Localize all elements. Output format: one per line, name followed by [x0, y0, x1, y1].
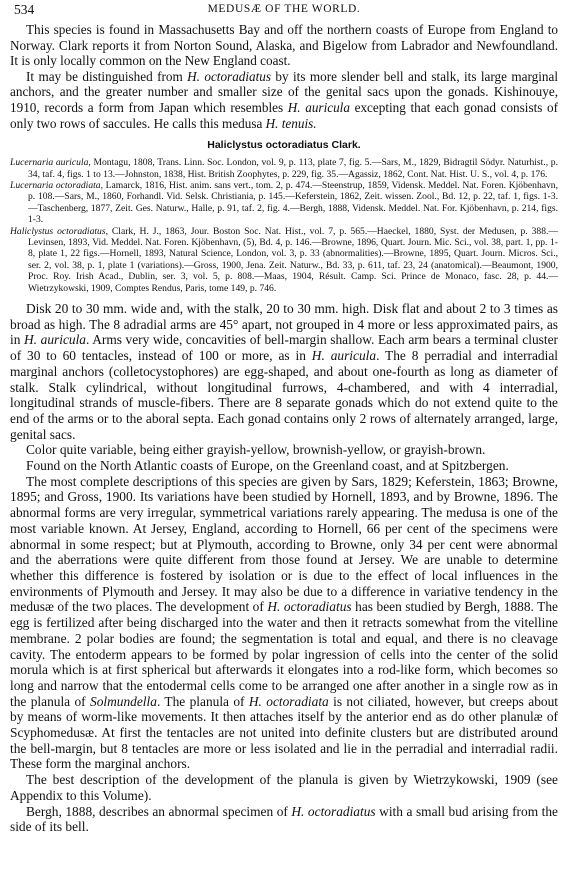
intro-text	[10, 22, 558, 131]
species-heading: Haliclystus octoradiatus Clark.	[207, 139, 361, 152]
italic-text-run: H. octoradiatus	[267, 599, 352, 615]
text-run: by its more slender bell and stalk, its large marginal anchors, and the greater number and smaller size of the genital sacs upon the gonads. Kishinouye, 1910, records a form from Japan which resembles	[10, 68, 558, 115]
text-run: This species is found in Massachusetts Bay and off the northern coasts of Europe from England to Norway. Clark reports it from Norton Sound, Alaska, and Bigelow from Labrador and Newfoundland. It is only locally common on the New England coast.	[10, 22, 558, 69]
text-run: Found on the North Atlantic coasts of Europe, on the Greenland coast, and at Spitzbergen.	[26, 458, 509, 474]
italic-text-run: Lucernaria octoradiata	[10, 179, 101, 191]
text-run: excepting that each gonad consists of only two rows of saccules. He calls this medusa	[10, 99, 559, 131]
text-run: is not ciliated, however, but creeps about by means of worm-like movements. It then attaches itself by the anterior end as do other planulæ of Scyphomedusæ. At first the tentacles are not united into definite clusters but are distributed around the bell-margin, but 8 tentacles are more or less isolated and lie in the perradial and interradial radii. These form the marginal anchors.	[10, 693, 559, 772]
text-run: has been studied by Bergh, 1888. The egg is fertilized after being discharged into the water and then it retracts somewhat from the vitelline membrane. 2 polar bodies are found; the segmentation is total and equal, and there is no cleavage cavity. The entoderm appears to be formed by polar ingression of cells into the center of the solid morula which is at first spherical but afterwards it elongates into a rod-like form, which becomes so long and narrow that the entodermal cells come to be arranged one after another in a single row as in the planula of	[10, 599, 558, 709]
page-header	[10, 0, 558, 22]
italic-text-run: H. octoradiatus	[187, 68, 272, 84]
page-number: 534	[14, 2, 35, 17]
body-paragraphs-paragraph	[10, 804, 558, 835]
text-run: , Montagu, 1808, Trans. Linn. Soc. London, vol. 9, p. 113, plate 7, fig. 5.—Sars, M., 1829, Bidragtil Södyr. Naturhist., p. 34, taf. 4, figs. 1 to 13.—Johnston, 1838, Hist. British Zoophytes, p. 229, fig. 35.—Agassiz, 1862, Cont. Nat. Hist. U. S., vol. 4, p. 176.	[28, 157, 558, 180]
body-paragraphs-paragraph	[10, 772, 558, 803]
italic-text-run: Haliclystus octoradiatus	[10, 225, 106, 237]
body-paragraphs-paragraph	[10, 442, 558, 458]
text-run: Bergh, 1888, describes an abnormal specimen of	[26, 803, 292, 819]
text-run: Disk 20 to 30 mm. wide and, with the stalk, 20 to 30 mm. high. Disk flat and about 2 to 3 times as broad as high. The 8 adradial arms are 45° apart, not grouped in 4 more or less approximated pairs, as in	[10, 301, 558, 348]
italic-text-run: H. octoradiata	[248, 693, 329, 709]
intro-paragraphs-paragraph	[10, 22, 558, 69]
synonymy-paragraph	[10, 180, 558, 226]
text-run: . The 8 perradial and interradial marginal anchors (colletocystophores) are egg-shaped, and about one-fourth as long as diameter of stalk. Stalk cylindrical, without longitudinal furrows, 4-chambered, and with 4 interradial, longitudinal strands of muscle-fibers. There are 8 separate gonads which do not extend quite to the end of the arms or to the aboral septa. Each gonad contains only 2 rows of alternately arranged, large, genital sacs.	[10, 348, 559, 442]
running-title: MEDUSÆ OF THE WORLD.	[207, 3, 361, 15]
intro-paragraphs-paragraph	[10, 69, 558, 131]
italic-text-run: H. octoradiatus	[291, 803, 376, 819]
text-run: . Arms very wide, concavities of bell-margin shallow. Each arm bears a terminal cluster of 30 to 60 tentacles, instead of 100 or more, as in	[10, 332, 559, 364]
text-run: Color quite variable, being either grayish-yellow, brownish-yellow, or grayish-brown.	[26, 442, 486, 458]
text-run: , Clark, H. J., 1863, Jour. Boston Soc. Nat. Hist., vol. 7, p. 565.—Haeckel, 1880, Syst. der Medusen, p. 388.—Levinsen, 1893, Vid. Meddel. Nat. Foren. Kjöbenhavn, (5), Bd. 4, p. 146.—Browne, 1896, Quart. Journ. Mic. Sci., vol. 38, part. 1, pp. 1-8, plate 1, 22 figs.—Hornell, 1893, Natural Science, London, vol. 3, p. 33 (abnormalities).—Browne, 1895, Quart. Journ. Micros. Sci., ser. 2, vol. 38, p. 1, plate 1 (variations).—Gross, 1900, Jena. Zeit. Naturw., Bd. 33, p. 611, taf. 23, 24 (anatomical).—Beaumont, 1900, Proc. Roy. Irish Acad., Dublin, ser. 3, vol. 5, p. 808.—Maas, 1904, Résult. Camp. Sci. Prince de Monaco, fasc. 28, p. 44.—Wietrzykowski, 1909, Comptes Rendus, Paris, tome 149, p. 746.	[28, 225, 559, 294]
text-run: with a small bud arising from the side of its bell.	[10, 803, 558, 835]
body-paragraphs-paragraph	[10, 474, 558, 772]
italic-text-run: Lucernaria auricula	[10, 157, 89, 169]
text-run: The best description of the development of the planula is given by Wietrzykowski, 1909 (see Appendix to this Volume).	[10, 772, 558, 803]
synonymy-paragraph	[10, 226, 558, 294]
synonymy-list	[10, 157, 558, 294]
synonymy-paragraph	[10, 157, 558, 180]
italic-text-run: Solmundella	[90, 693, 157, 709]
text-run: , Lamarck, 1816, Hist. anim. sans vert., tom. 2, p. 474.—Steenstrup, 1859, Vidensk. Meddel. Nat. Foren. Kjöbenhavn, p. 108.—Sars, M., 1860, Forhandl. Vid. Selsk. Christiania, p. 145.—Keferstein, 1862, Zeit. wissen. Zool., Bd. 12, p. 22, taf. 1, figs. 1-3.—Taschenberg, 1877, Zeit. Ges. Naturw., Halle, p. 91, taf. 2, fig. 4.—Bergh, 1888, Vidensk. Meddel. Nat. For. Kjöbenhavn, p. 214, figs. 1-3.	[28, 179, 558, 226]
text-run: The most complete descriptions of this species are given by Sars, 1829; Keferstein, 1863; Browne, 1895; and Gross, 1900. Its variations have been studied by Hornell, 1893, and by Browne, 1896. The abnormal forms are very irregular, symmetrical variations rarely appearing. The medusa is one of the most variable known. At Jersey, England, according to Hornell, 66 per cent of the specimens were abnormal in some respect; but at Plymouth, according to Browne, only 34 per cent were abnormal and the aberrations were quite different from those found at Jersey. We are unable to determine whether this difference is fostered by isolation or is due to the effect of local influences in the environments of Plymouth and Jersey. It may also be due to a difference in variative tendency in the medusæ of the two places. The development of	[10, 473, 558, 615]
description-text	[10, 301, 558, 835]
body-paragraphs-paragraph	[10, 301, 558, 442]
text-run: It may be distinguished from	[26, 68, 188, 84]
italic-text-run: H. auricula	[287, 99, 350, 115]
text-run: . The planula of	[156, 693, 249, 709]
italic-text-run: H. auricula	[24, 332, 86, 348]
italic-text-run: H. tenuis.	[265, 115, 317, 131]
italic-text-run: H. auricula	[311, 348, 377, 364]
body-paragraphs-paragraph	[10, 458, 558, 474]
